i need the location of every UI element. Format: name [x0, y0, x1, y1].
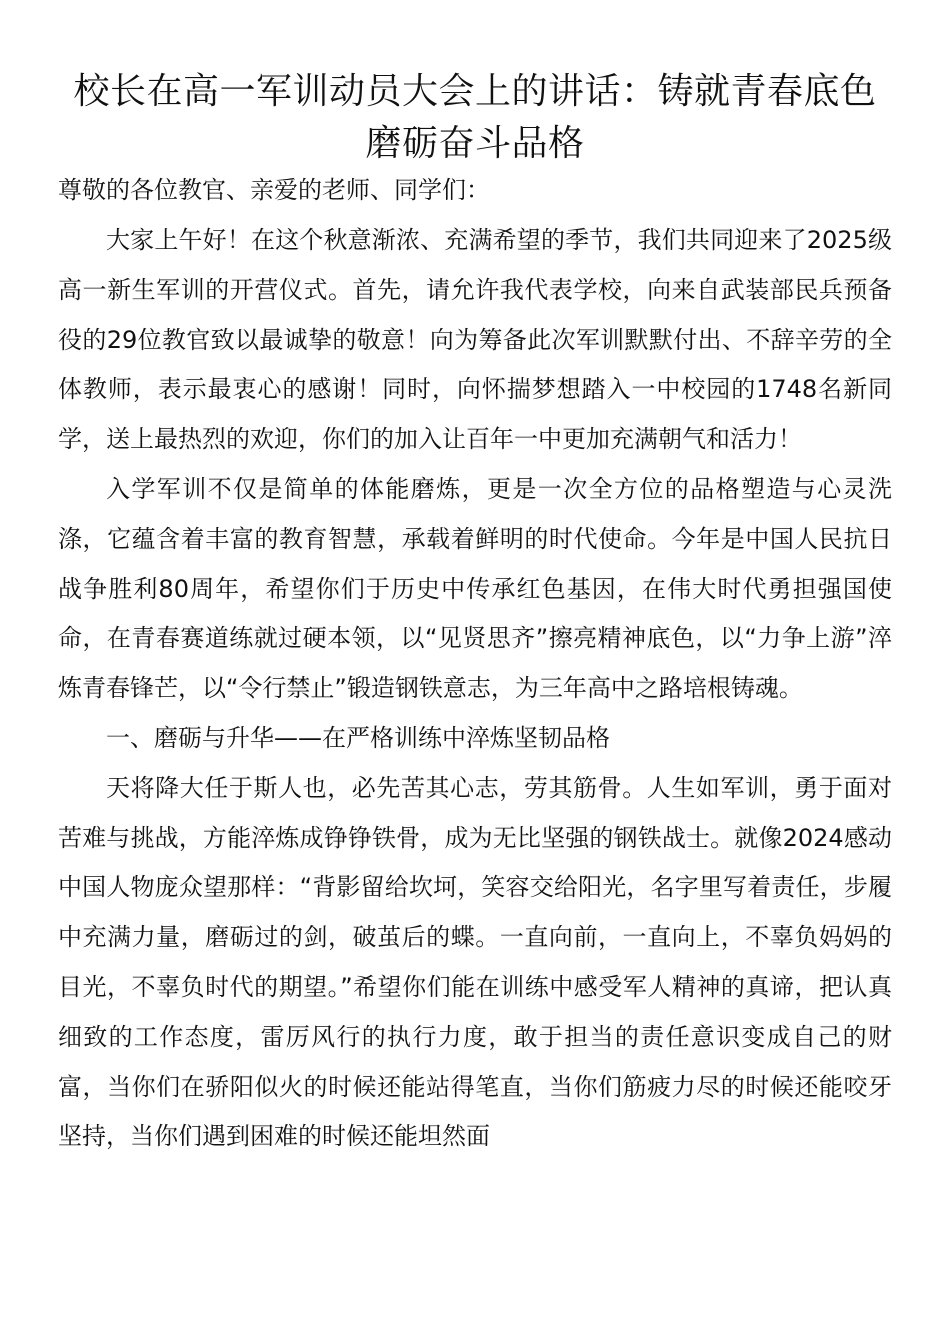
paragraph-opening: 大家上午好！在这个秋意渐浓、充满希望的季节，我们共同迎来了2025级高一新生军训的开营仪式。首先，请允许我代表学校，向来自武装部民兵预备役的29位教官致以最诚挚的敬意！向为筹备此次军训默默付出、不辞辛劳的全体教师，表示最衷心的感谢！同时，向怀揣梦想踏入一中校园的1748名新同学，送上最热烈的欢迎，你们的加入让百年一中更加充满朝气和活力！: [58, 226, 892, 454]
paragraph-training-meaning: 入学军训不仅是简单的体能磨炼，更是一次全方位的品格塑造与心灵洗涤，它蕴含着丰富的教育智慧，承载着鲜明的时代使命。今年是中国人民抗日战争胜利80周年，希望你们于历史中传承红色基因，在伟大时代勇担强国使命，在青春赛道练就过硬本领，以“见贤思齐”擦亮精神底色，以“力争上游”淬炼青春锋芒，以“令行禁止”锻造钢铁意志，为三年高中之路培根铸魂。: [58, 474, 892, 703]
salutation: 尊敬的各位教官、亲爱的老师、同学们：: [58, 176, 490, 204]
section-heading: 一、磨砺与升华——在严格训练中淬炼坚韧品格: [106, 723, 610, 752]
paragraph-section-one: 天将降大任于斯人也，必先苦其心志，劳其筋骨。人生如军训，勇于面对苦难与挑战，方能淬炼成铮铮铁骨，成为无比坚强的钢铁战士。就像2024感动中国人物庞众望那样：“背影留给坎坷，笑容交给阳光，名字里写着责任，步履中充满力量，磨砺过的剑，破茧后的蝶。一直向前，一直向上，不辜负妈妈的目光，不辜负时代的期望。”希望你们能在训练中感受军人精神的真谛，把认真细致的工作态度，雷厉风行的执行力度，敢于担当的责任意识变成自己的财富，当你们在骄阳似火的时候还能站得笔直，当你们筋疲力尽的时候还能咬牙坚持，当你们遇到困难的时候还能坦然面: [58, 773, 892, 1151]
document-page: [58, 66, 892, 1162]
document-title: 校长在高一军训动员大会上的讲话：铸就青春底色 磨砺奋斗品格: [73, 71, 877, 164]
